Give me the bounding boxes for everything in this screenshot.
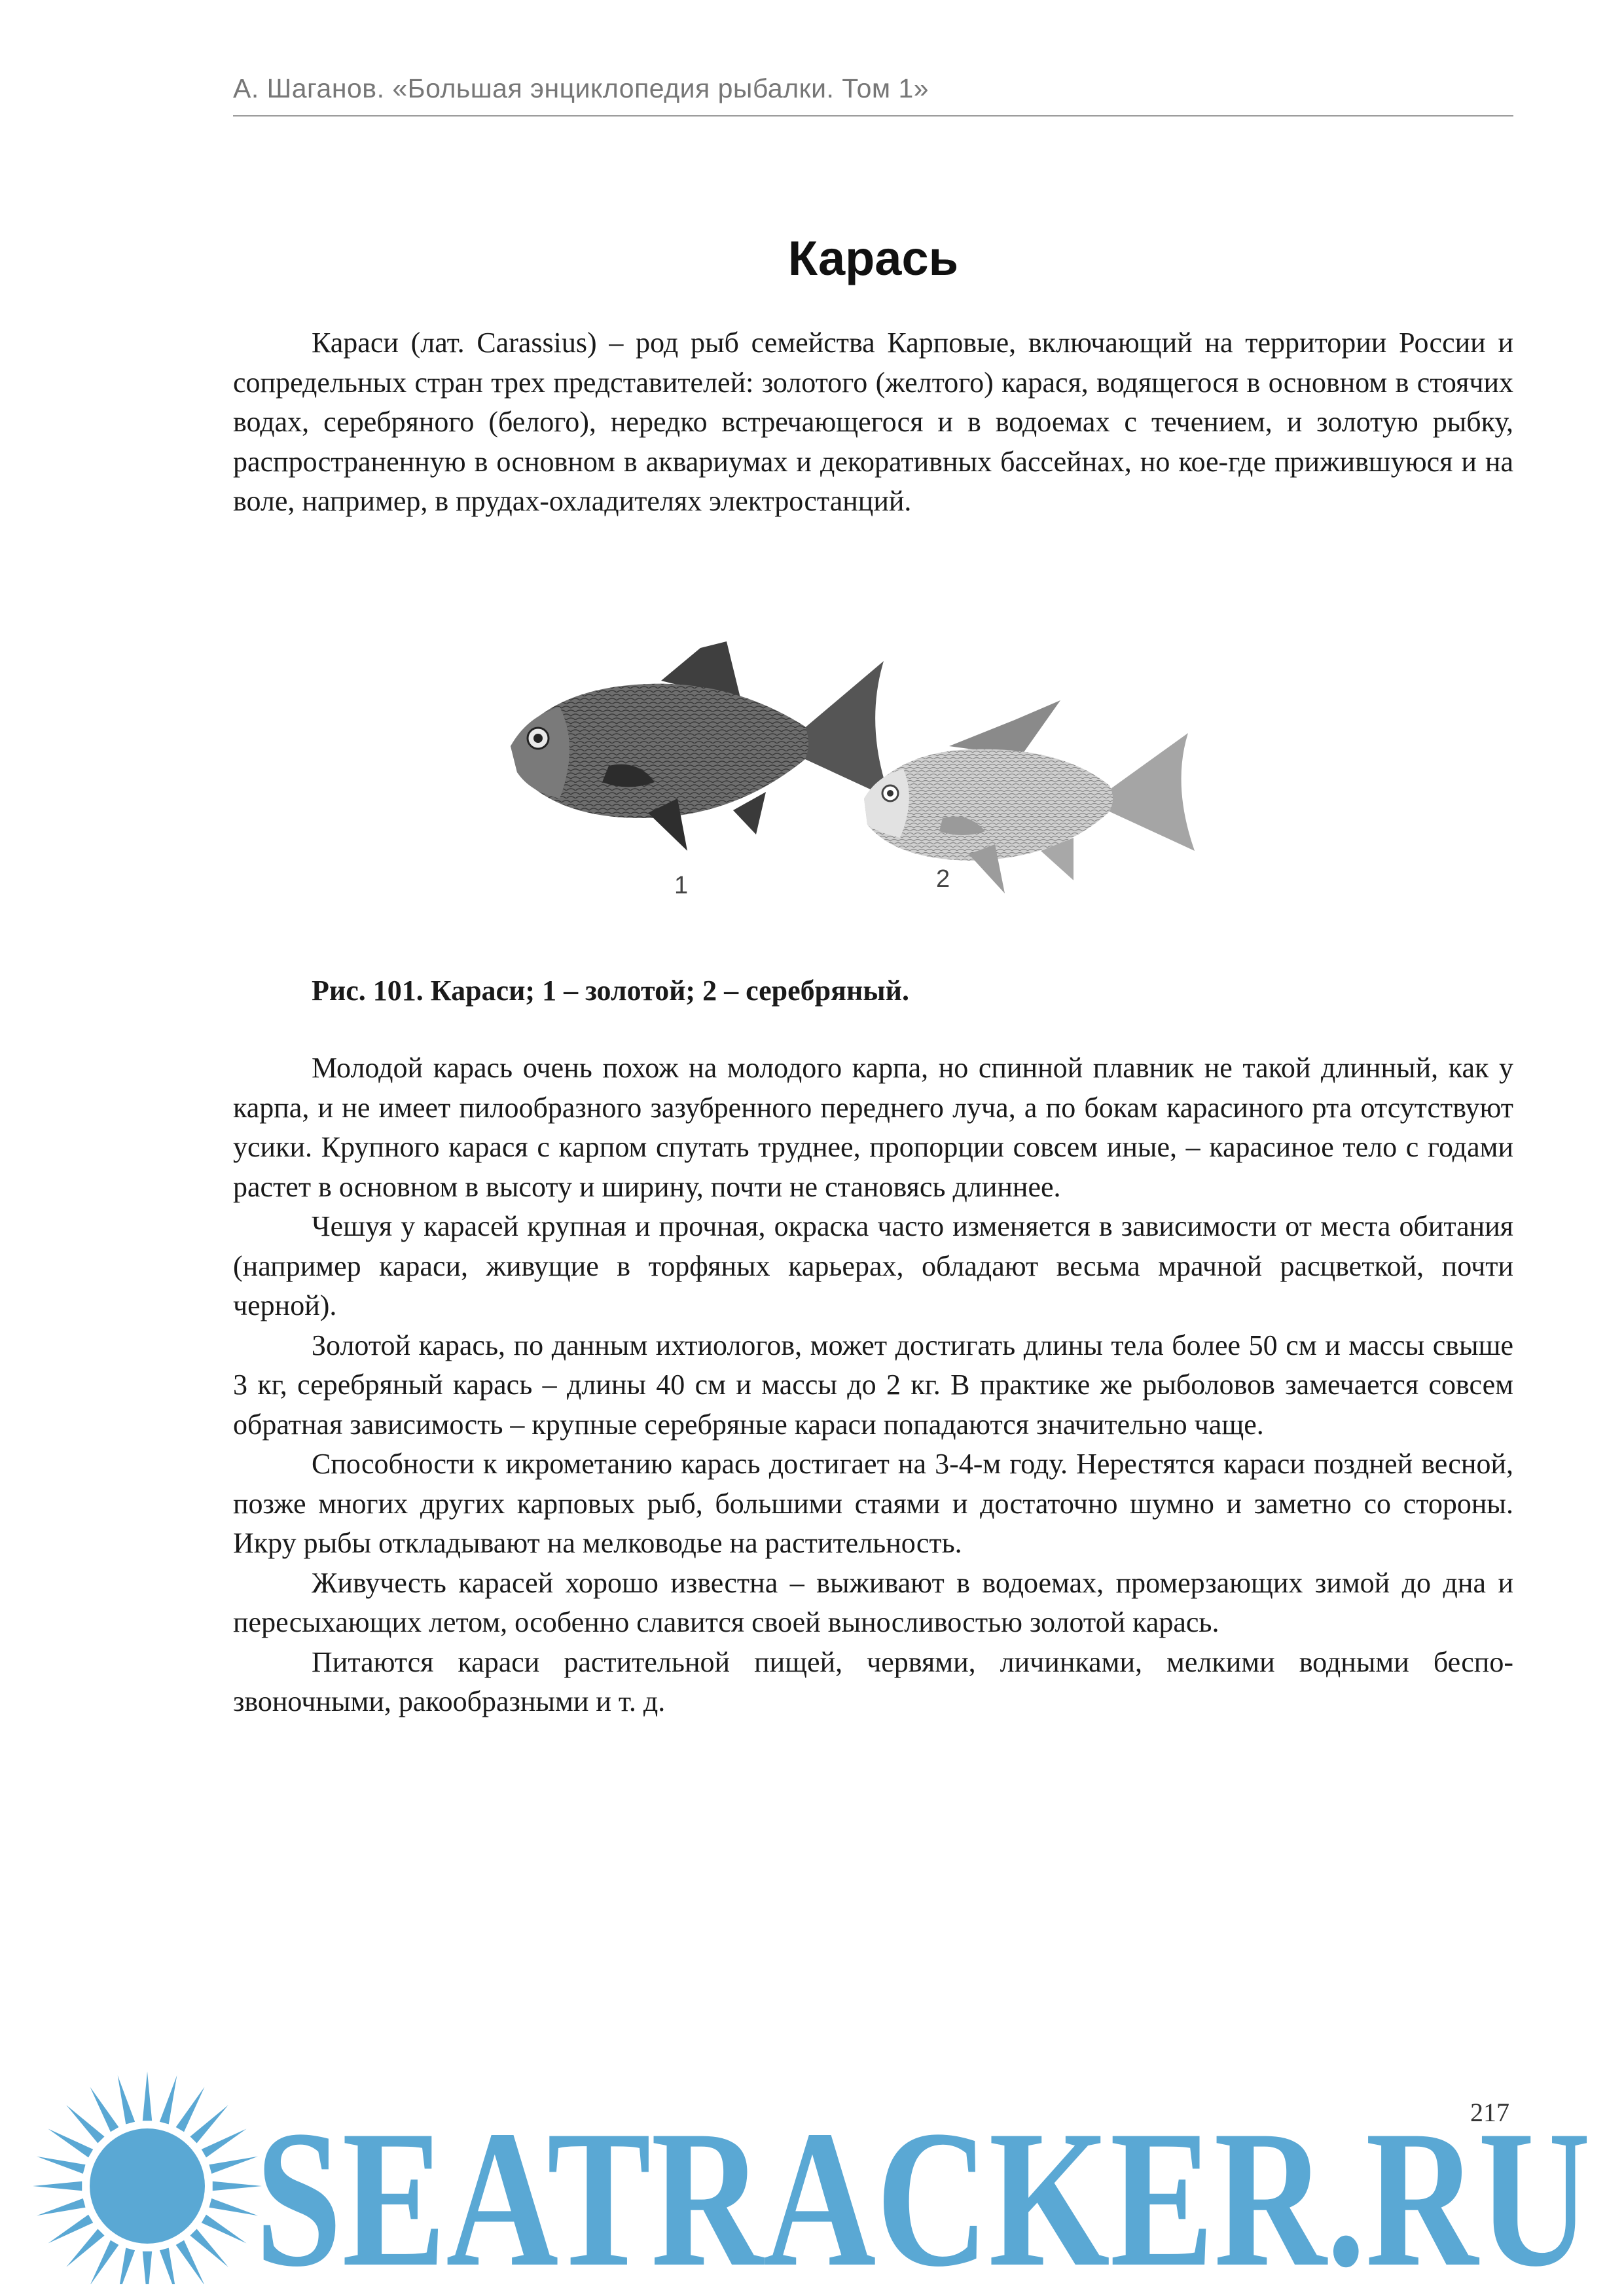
sun-ray: [37, 2157, 86, 2174]
sun-ray: [209, 2157, 258, 2174]
figure-caption: Рис. 101. Караси; 1 – золотой; 2 – серебряный.: [312, 975, 909, 1007]
sun-ray: [118, 2075, 135, 2125]
body-paragraph: Золотой карась, по данным ихтиологов, может достигать длины тела более 50 см и массы свыше 3 кг, серебряный карась – длины 40 см и массы до 2 кг. В практике же рыболовов замечается совсем обратная зависимость – крупные серебряные караси попадаются значительно чаще.: [233, 1329, 1513, 1441]
body-paragraph: Живучесть карасей хорошо известна – выживают в водоемах, промерзающих зимой до дна и пересыхающих летом, особенно славится своей выносливостью золотой карась.: [233, 1566, 1513, 1638]
sun-ray: [90, 2240, 119, 2284]
body-paragraph: Чешуя у карасей крупная и прочная, окраска часто изменяется в зависимости от места обитания (например караси, живущие в торфяных карьерах, обладают весьма мрачной расцветкой, почти черной).: [233, 1210, 1513, 1321]
sun-ray: [48, 2215, 93, 2244]
body-paragraph: Способности к икрометанию карась достигает на 3-4-м году. Нерестятся караси поздней весной, позже многих других карповых рыб, большими стаями и достаточно шумно и заметно со стороны. Икру рыбы откладывают на мелководье на растительность.: [233, 1448, 1513, 1559]
intro-paragraph: Караси (лат. Carassius) – род рыб семейства Карповые, включающий на территории России и сопредельных стран трех представителей: золотого (желтого) карася, водящегося в основном в стоячих водах, серебряного (белого), нередко встречающегося и в водоемах с течением, и золотую рыбку, распространенную в основном в аквариумах и декоративных бассейнах, но кое-где прижившуюся и на воле, например, в прудах-охладителях электростанций.: [233, 327, 1513, 517]
sun-ray: [209, 2198, 258, 2215]
watermark-text: SEATRACKER.RU: [255, 2090, 1591, 2284]
sun-ray: [202, 2215, 247, 2244]
watermark-graphic: [33, 2049, 1604, 2284]
sun-ray: [37, 2198, 86, 2215]
body-paragraph: Молодой карась очень похож на молодого карпа, но спинной плавник не такой длинный, как у карпа, и не имеет пилообразного зазубренного переднего луча, а по бокам карасиного рта отсутствуют усики. Крупного карася с карпом спутать труднее, пропорции совсем иные, – карасиное тело с годами растет в основном в высоту и ширину, почти не становясь длиннее.: [233, 1052, 1513, 1203]
sun-ray: [33, 2181, 82, 2191]
sun-disc: [90, 2128, 205, 2244]
sun-ray: [160, 2075, 177, 2125]
fish-1-golden: [511, 641, 890, 851]
sun-ray: [48, 2129, 93, 2158]
sun-ray: [190, 2105, 228, 2143]
watermark: [33, 2049, 1604, 2284]
sun-ray: [90, 2087, 119, 2132]
sun-icon: [33, 2072, 262, 2284]
fish-2-silver: [864, 700, 1195, 893]
sun-ray: [176, 2087, 205, 2132]
body-paragraph: Питаются караси растительной пищей, червями, личинками, мелкими водными беспозвоночными, ракообразными и т. д.: [233, 1645, 1513, 1717]
sun-ray: [66, 2105, 104, 2143]
sun-ray: [190, 2229, 228, 2267]
sun-ray: [160, 2248, 177, 2284]
fish-figure: [497, 602, 1231, 942]
fish-1-label: 1: [674, 872, 689, 899]
fish-illustration: [497, 602, 1231, 942]
sun-ray: [143, 2251, 152, 2284]
sun-ray: [202, 2129, 247, 2158]
intro-text: [233, 323, 1513, 522]
body-text: [233, 1049, 1513, 1722]
page-number: 217: [1470, 2098, 1509, 2127]
sun-ray: [176, 2240, 205, 2284]
header-rule: [233, 115, 1513, 117]
running-head: А. Шаганов. «Большая энциклопедия рыбалки. Том 1»: [233, 73, 929, 103]
fish-2-label: 2: [936, 865, 950, 893]
sun-ray: [66, 2229, 104, 2267]
article-title: Карась: [787, 231, 959, 285]
sun-ray: [118, 2248, 135, 2284]
sun-ray: [213, 2181, 262, 2191]
sun-ray: [143, 2072, 152, 2121]
